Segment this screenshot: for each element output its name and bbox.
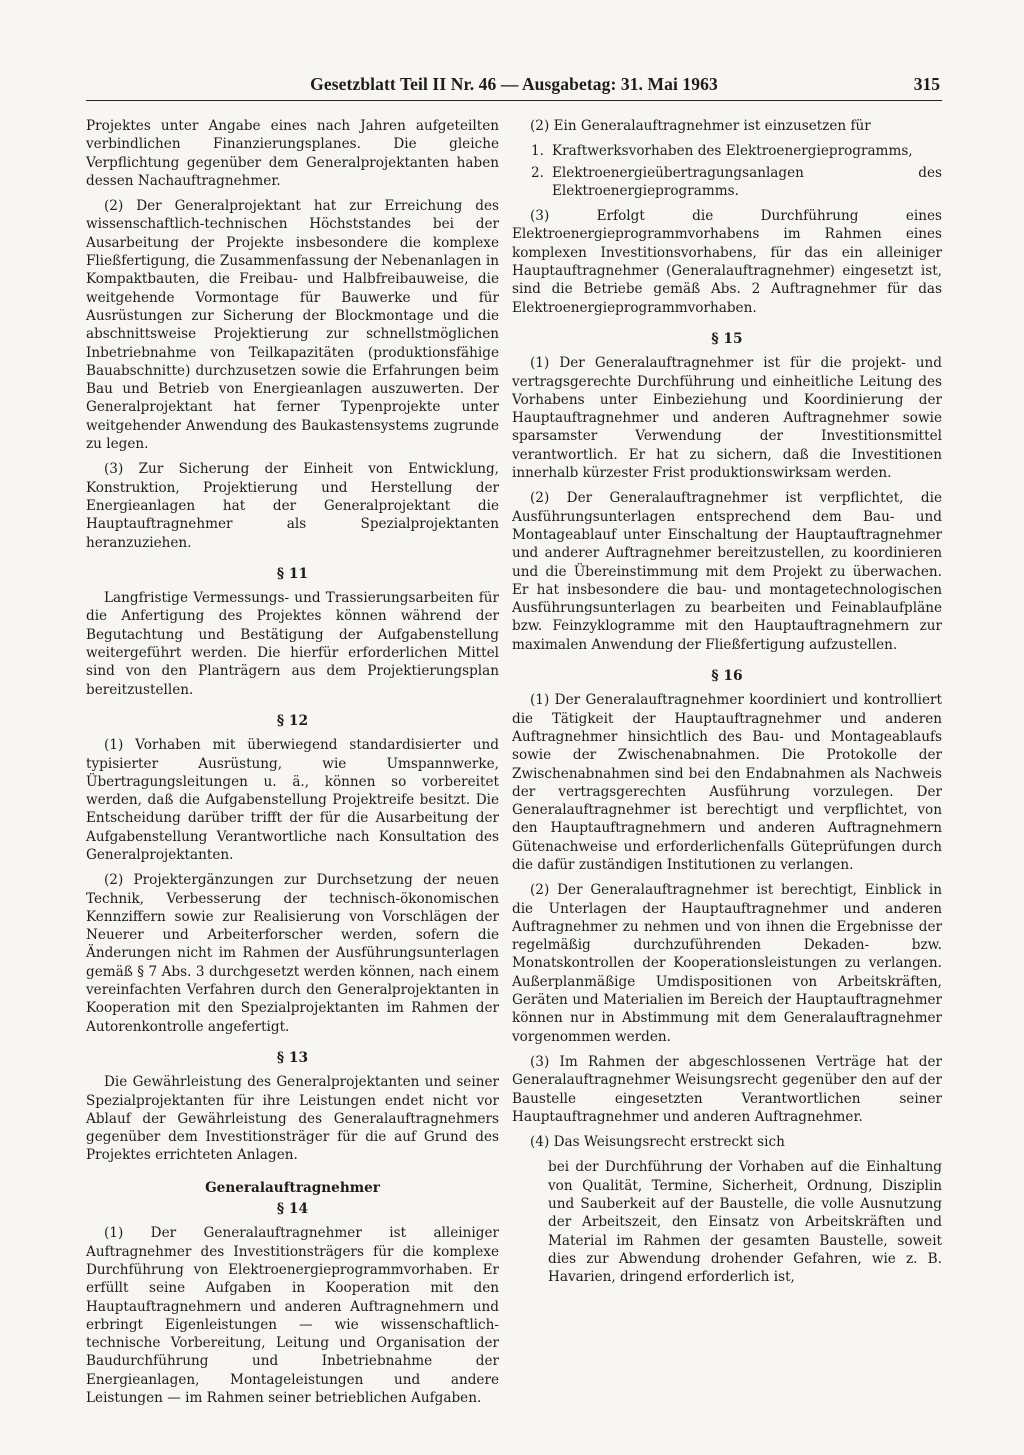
left-column bbox=[86, 117, 499, 1414]
paragraph: (2) Der Generalprojektant hat zur Erreichung des wissenschaftlich-technischen Höchststandes bei der Ausarbeitung der Projekte insbesondere die komplexe Fließfertigung, die Zusammenfassung der Nebenanlagen in Kompaktbauten, die Freibau- und Halbfreibauweise, die weitgehende Vormontage für Bauwerke und für Ausrüstungen zur Sicherung der Blockmontage und die abschnittsweise Projektierung zur schnellstmöglichen Inbetriebnahme von Teilkapazitäten (produktionsfähige Bauabschnitte) durchzusetzen sowie die Erfahrungen beim Bau und Betrieb von Energieanlagen auszuwerten. Der Generalprojektant hat ferner Typenprojekte unter weitgehender Anwendung des Baukastensystems zugrunde zu legen. bbox=[86, 198, 499, 453]
paragraph: (1) Der Generalauftragnehmer ist für die projekt- und vertragsgerechte Durchführung und einheitliche Leitung des Vorhabens unter Einbeziehung und Koordinierung der Hauptauftragnehmer und anderen Auftragnehmer sowie sparsamster Verwendung der Investitionsmittel verantwortlich. Er hat zu sichern, daß die Investitionen innerhalb kürzester Frist produktionswirksam werden. bbox=[512, 355, 942, 482]
paragraph: (4) Das Weisungsrecht erstreckt sich bbox=[530, 1134, 785, 1151]
section-heading: § 14 bbox=[276, 1201, 309, 1218]
section-heading: § 13 bbox=[276, 1049, 309, 1066]
page-header bbox=[86, 72, 942, 101]
paragraph: (3) Zur Sicherung der Einheit von Entwicklung, Konstruktion, Projektierung und Herstellung der Energieanlagen hat der Generalprojektant die Hauptauftragnehmer als Spezialprojektanten heranzuziehen. bbox=[86, 461, 499, 551]
list-item bbox=[512, 142, 942, 160]
paragraph: (1) Der Generalauftragnehmer koordiniert und kontrolliert die Tätigkeit der Hauptauftragnehmer und anderen Auftragnehmer hinsichtlich des Bau- und Montageablaufs sowie der Zwischenabnahmen. Die Protokolle der Zwischenabnahmen sind bei den Endabnahmen als Nachweis der vertragsgerechten Ausführung vorzulegen. Der Generalauftragnehmer ist berechtigt und verpflichtet, von den Hauptauftragnehmern und anderen Auftragnehmern Gütenachweise und erforderlichenfalls Güteprüfungen durch die dafür zuständigen Institutionen zu verlangen. bbox=[512, 692, 942, 873]
paragraph: (3) Erfolgt die Durchführung eines Elektroenergieprogrammvorhabens im Rahmen eines komplexen Investitionsvorhabens, für das ein alleiniger Hauptauftragnehmer (Generalauftragnehmer) eingesetzt ist, sind die Betriebe gemäß Abs. 2 Auftragnehmer für das Elektroenergieprogrammvorhaben. bbox=[512, 208, 942, 316]
paragraph: (2) Projektergänzungen zur Durchsetzung der neuen Technik, Verbesserung der technisch-ökonomischen Kennziffern sowie zur Realisierung von Vorschlägen der Neuerer und Arbeiterforscher werden, sofern die Änderungen nicht im Rahmen der Ausführungsunterlagen gemäß § 7 Abs. 3 durchgesetzt werden können, nach einem vereinfachten Verfahren durch den Generalprojektanten in Kooperation mit den Spezialprojektanten im Rahmen der Autorenkontrolle angefertigt. bbox=[86, 872, 499, 1035]
section-heading: § 15 bbox=[711, 330, 743, 347]
list-text: Elektroenergieübertragungsanlagen des Elektroenergieprogramms. bbox=[552, 164, 942, 199]
paragraph: (3) Im Rahmen der abgeschlossenen Verträge hat der Generalauftragnehmer Weisungsrecht gegenüber den auf der Baustelle eingesetzten Verantwortlichen seiner Hauptauftragnehmer und anderen Auftragnehmer. bbox=[512, 1053, 942, 1125]
section-heading: § 16 bbox=[711, 668, 743, 685]
list-number: 2. bbox=[531, 164, 544, 181]
list-text: Kraftwerksvorhaben des Elektroenergieprogramms, bbox=[552, 143, 913, 160]
page-number: 315 bbox=[913, 74, 940, 94]
paragraph: Projektes unter Angabe eines nach Jahren aufgeteilten verbindlichen Finanzierungsplanes. Die gleiche Verpflichtung gegenüber dem Generalprojektanten haben dessen Nachauftragnehmer. bbox=[86, 118, 499, 189]
paragraph: (1) Der Generalauftragnehmer ist alleiniger Auftragnehmer des Investitionsträgers für die komplexe Durchführung von Elektroenergieprogrammvorhaben. Er erfüllt seine Aufgaben in Kooperation mit den Hauptauftragnehmern und anderen Auftragnehmern und erbringt Eigenleistungen — wie wissenschaftlich-technische Vorbereitung, Leitung und Organisation der Baudurchführung und Inbetriebnahme der Energieanlagen, Montageleistungen und andere Leistungen — im Rahmen seiner betrieblichen Aufgaben. bbox=[86, 1225, 499, 1406]
paragraph: (2) Der Generalauftragnehmer ist berechtigt, Einblick in die Unterlagen der Hauptauftragnehmer und anderen Auftragnehmer zu nehmen und von ihnen die Ergebnisse der regelmäßig durchzuführenden Dekaden- bzw. Monatskontrollen der Kooperationsleistungen zu verlangen. Außerplanmäßige Umdispositionen von Arbeitskräften, Geräten und Materialien im Bereich der Hauptauftragnehmer können nur in Abstimmung mit dem Generalauftragnehmer vorgenommen werden. bbox=[512, 882, 942, 1045]
section-heading: § 11 bbox=[276, 565, 309, 582]
paragraph: Langfristige Vermessungs- und Trassierungsarbeiten für die Anfertigung des Projektes können während der Begutachtung und Bestätigung der Aufgabenstellung weitergeführt werden. Die hierfür erforderlichen Mittel sind von den Planträgern aus dem Projektierungsplan bereitzustellen. bbox=[86, 590, 499, 698]
list-item bbox=[512, 164, 942, 201]
header-title: Gesetzblatt Teil II Nr. 46 — Ausgabetag: 31. Mai 1963 bbox=[310, 74, 718, 94]
paragraph: bei der Durchführung der Vorhaben auf die Einhaltung von Qualität, Termine, Sicherheit, Ordnung, Disziplin und Sauberkeit auf der Baustelle, die volle Ausnutzung der Arbeitszeit, den Einsatz von Arbeitskräften und Material im Rahmen der gesamten Baustelle, soweit dies zur Abwendung drohender Gefahren, wie z. B. Havarien, dringend erforderlich ist, bbox=[548, 1159, 942, 1286]
paragraph: (1) Vorhaben mit überwiegend standardisierter und typisierter Ausrüstung, wie Umspannwerke, Übertragungsleitungen u. ä., können so vorbereitet werden, daß die Aufgabenstellung Projektreife besitzt. Die Entscheidung darüber trifft der für die Ausarbeitung der Aufgabenstellung Verantwortliche nach Konsultation des Generalprojektanten. bbox=[86, 737, 499, 863]
right-column bbox=[512, 117, 942, 1294]
list-number: 1. bbox=[531, 143, 544, 160]
paragraph: Die Gewährleistung des Generalprojektanten und seiner Spezialprojektanten für ihre Leistungen endet nicht vor Ablauf der Gewährleistung des Generalauftragnehmers gegenüber dem Investitionsträger für die auf Grund des Projektes errichteten Anlagen. bbox=[86, 1074, 499, 1164]
paragraph: (2) Ein Generalauftragnehmer ist einzusetzen für bbox=[530, 118, 871, 134]
paragraph: (2) Der Generalauftragnehmer ist verpflichtet, die Ausführungsunterlagen entsprechend dem Bau- und Montageablauf unter Einschaltung der Hauptauftragnehmer und anderer Auftragnehmer bereitzustellen, zu koordinieren und die Übereinstimmung mit dem Projekt zu überwachen. Er hat insbesondere die bau- und montagetechnologischen Ausführungsunterlagen zu bearbeiten und Feinablaufpläne bzw. Feinzyklogramme mit den Hauptauftragnehmern zur maximalen Anwendung der Fließfertigung aufzustellen. bbox=[512, 490, 942, 653]
subheading: Generalauftragnehmer bbox=[205, 1179, 380, 1196]
section-heading: § 12 bbox=[276, 712, 309, 729]
